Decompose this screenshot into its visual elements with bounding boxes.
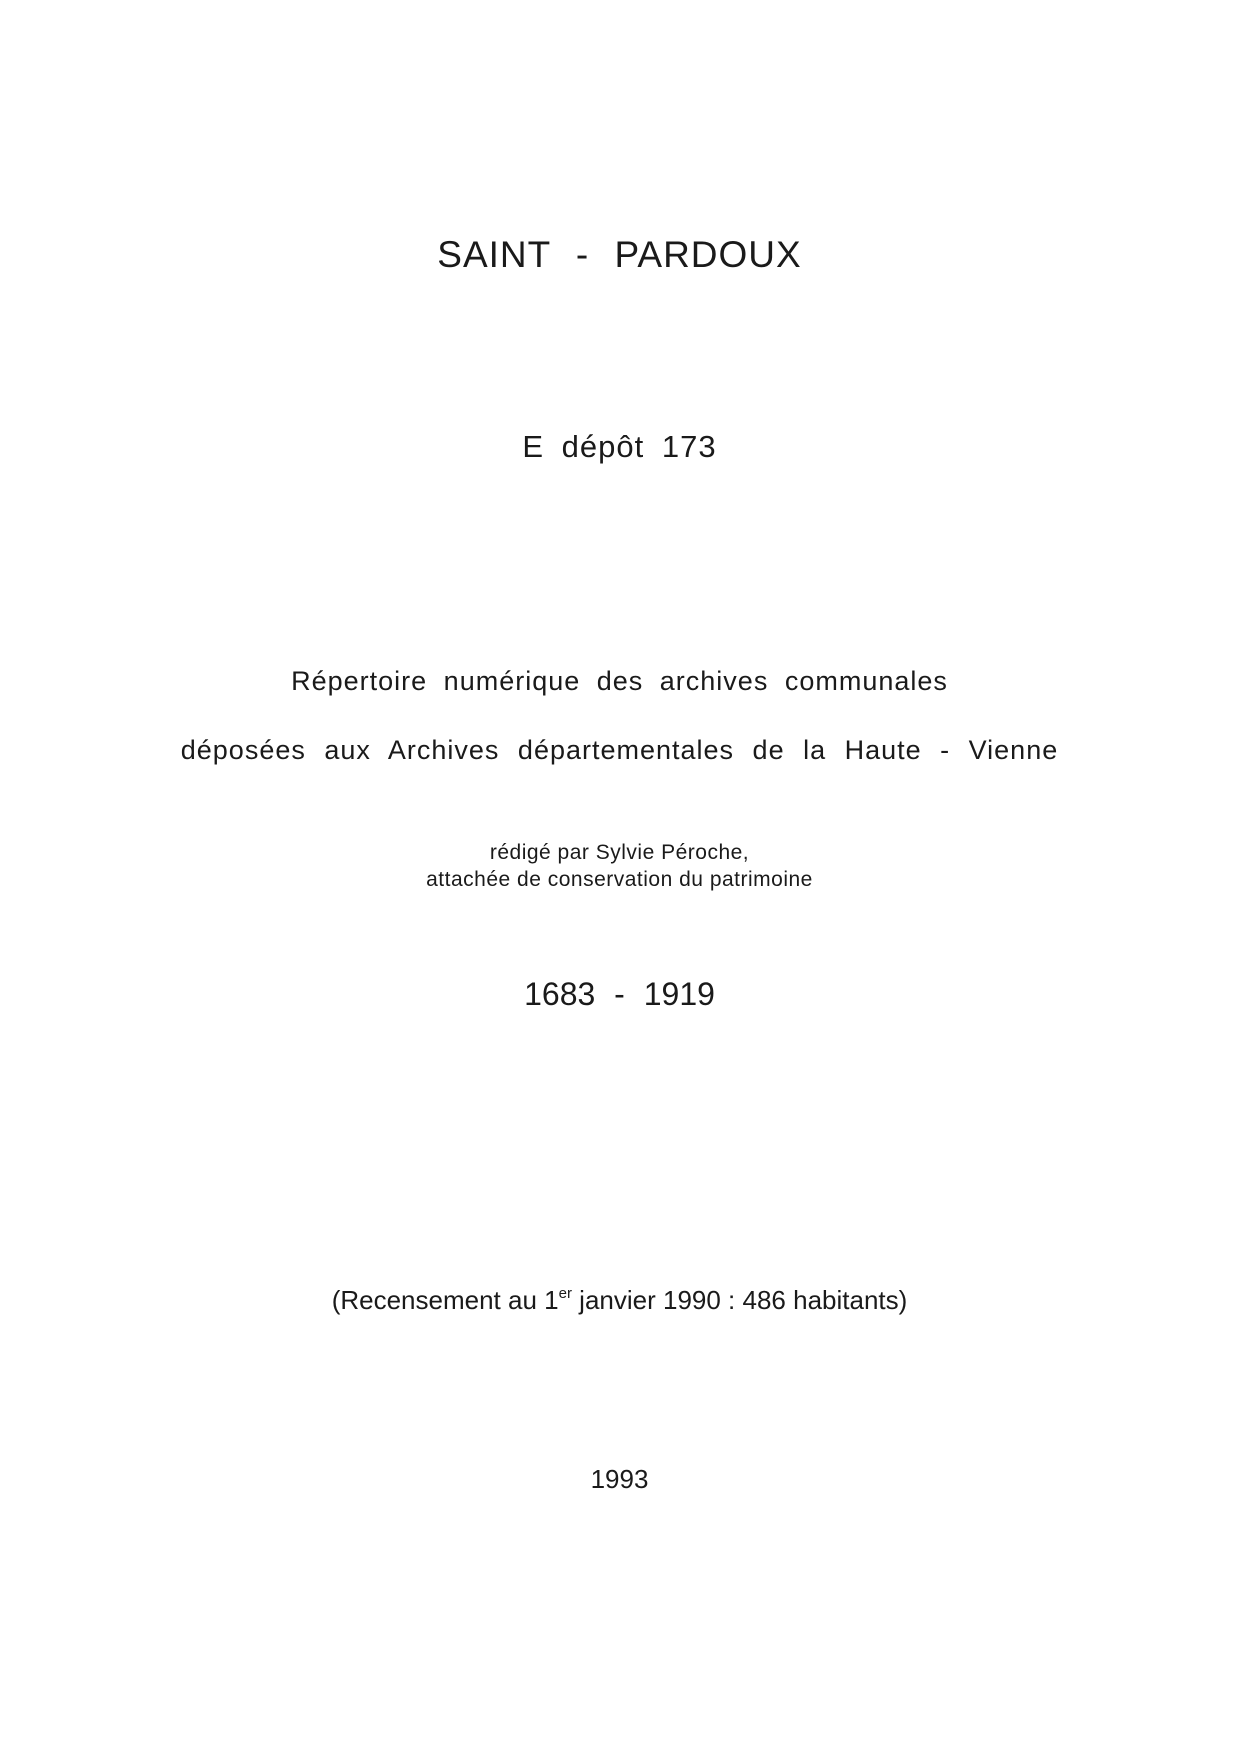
date-range: 1683 - 1919 — [524, 976, 715, 1012]
publication-year: 1993 — [590, 1464, 649, 1494]
commune-title: SAINT - PARDOUX — [437, 234, 802, 275]
author-line-1: rédigé par Sylvie Péroche, — [489, 841, 750, 864]
author-line-2: attachée de conservation du patrimoine — [426, 868, 813, 891]
repertoire-line-1: Répertoire numérique des archives communales — [291, 666, 948, 696]
fonds-reference: E dépôt 173 — [522, 429, 717, 464]
census-suffix: janvier 1990 : 486 habitants) — [571, 1285, 908, 1315]
repertoire-line-2: déposées aux Archives départementales de la Haute - Vienne — [180, 735, 1059, 765]
census-superscript: er — [558, 1285, 572, 1302]
census-note — [0, 1287, 1239, 1313]
census-prefix: (Recensement au 1 — [331, 1285, 559, 1315]
